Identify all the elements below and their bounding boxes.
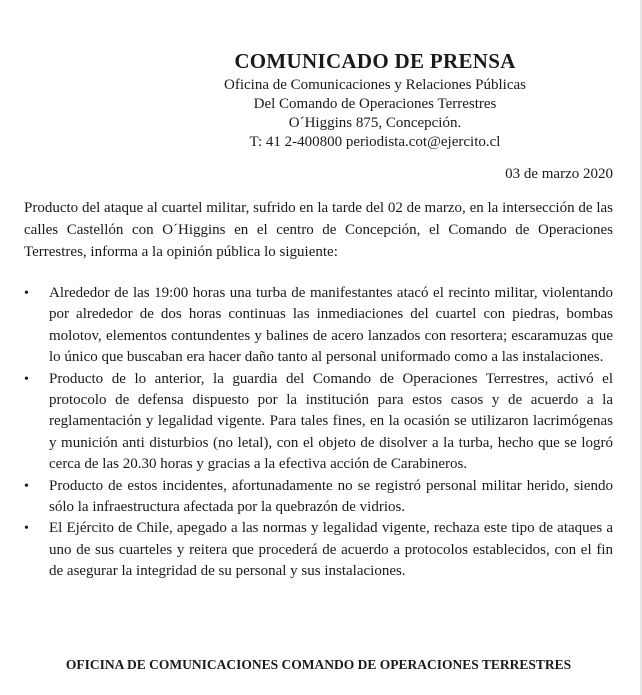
list-item — [24, 283, 613, 369]
list-item-text: Producto de estos incidentes, afortunadamente no se registró personal militar herido, siendo sólo la infraestructura afectada por la quebrazón de vidrios. — [49, 477, 613, 516]
bullet-icon: • — [24, 371, 29, 387]
letterhead — [160, 49, 590, 152]
office-name: Oficina de Comunicaciones y Relaciones Públicas — [224, 77, 526, 93]
contact-info: T: 41 2-400800 periodista.cot@ejercito.cl — [249, 134, 501, 150]
command-name: Del Comando de Operaciones Terrestres — [253, 96, 497, 112]
list-item — [24, 518, 613, 582]
statement-list — [24, 283, 613, 583]
list-item-text: El Ejército de Chile, apegado a las normas y legalidad vigente, rechaza este tipo de ataques a uno de sus cuarteles y reitera que procederá de acuerdo a protocolos establecidos, con el fin de asegurar la integridad de su personal y sus instalaciones. — [49, 520, 613, 580]
address: O´Higgins 875, Concepción. — [288, 115, 462, 131]
bullet-icon: • — [24, 521, 29, 537]
release-date: 03 de marzo 2020 — [505, 166, 613, 182]
signature-footer: OFICINA DE COMUNICACIONES COMANDO DE OPERACIONES TERRESTRES — [65, 657, 572, 672]
list-item-text: Producto de lo anterior, la guardia del Comando de Operaciones Terrestres, activó el protocolo de defensa dispuesto por la institución para estos casos y de acuerdo a la reglamentación y legalidad vigente. Para tales fines, en la ocasión se utilizaron lacrimógenas y munición anti disturbios (no letal), con el objeto de disolver a la turba, hecho que se logró cerca de las 20.30 horas y gracias a la efectiva acción de Carabineros. — [49, 370, 613, 473]
list-item — [24, 476, 613, 519]
bullet-icon: • — [24, 478, 29, 494]
list-item-text: Alrededor de las 19:00 horas una turba de manifestantes atacó el recinto militar, violentando por alrededor de dos horas continuas las inmediaciones del cuartel con piedras, bombas molotov, elementos contundentes y balines de acero lanzados con resortera; escaramuzas que lo único que buscaban era hacer daño tanto al personal uniformado como a las instalaciones. — [49, 285, 613, 366]
intro-paragraph: Producto del ataque al cuartel militar, sufrido en la tarde del 02 de marzo, en la intersección de las calles Castellón con O´Higgins en el centro de Concepción, el Comando de Operaciones Terrestres, informa a la opinión pública lo siguiente: — [24, 200, 613, 260]
bullet-icon: • — [24, 286, 29, 301]
document-title: COMUNICADO DE PRENSA — [234, 49, 516, 73]
list-item — [24, 369, 613, 476]
